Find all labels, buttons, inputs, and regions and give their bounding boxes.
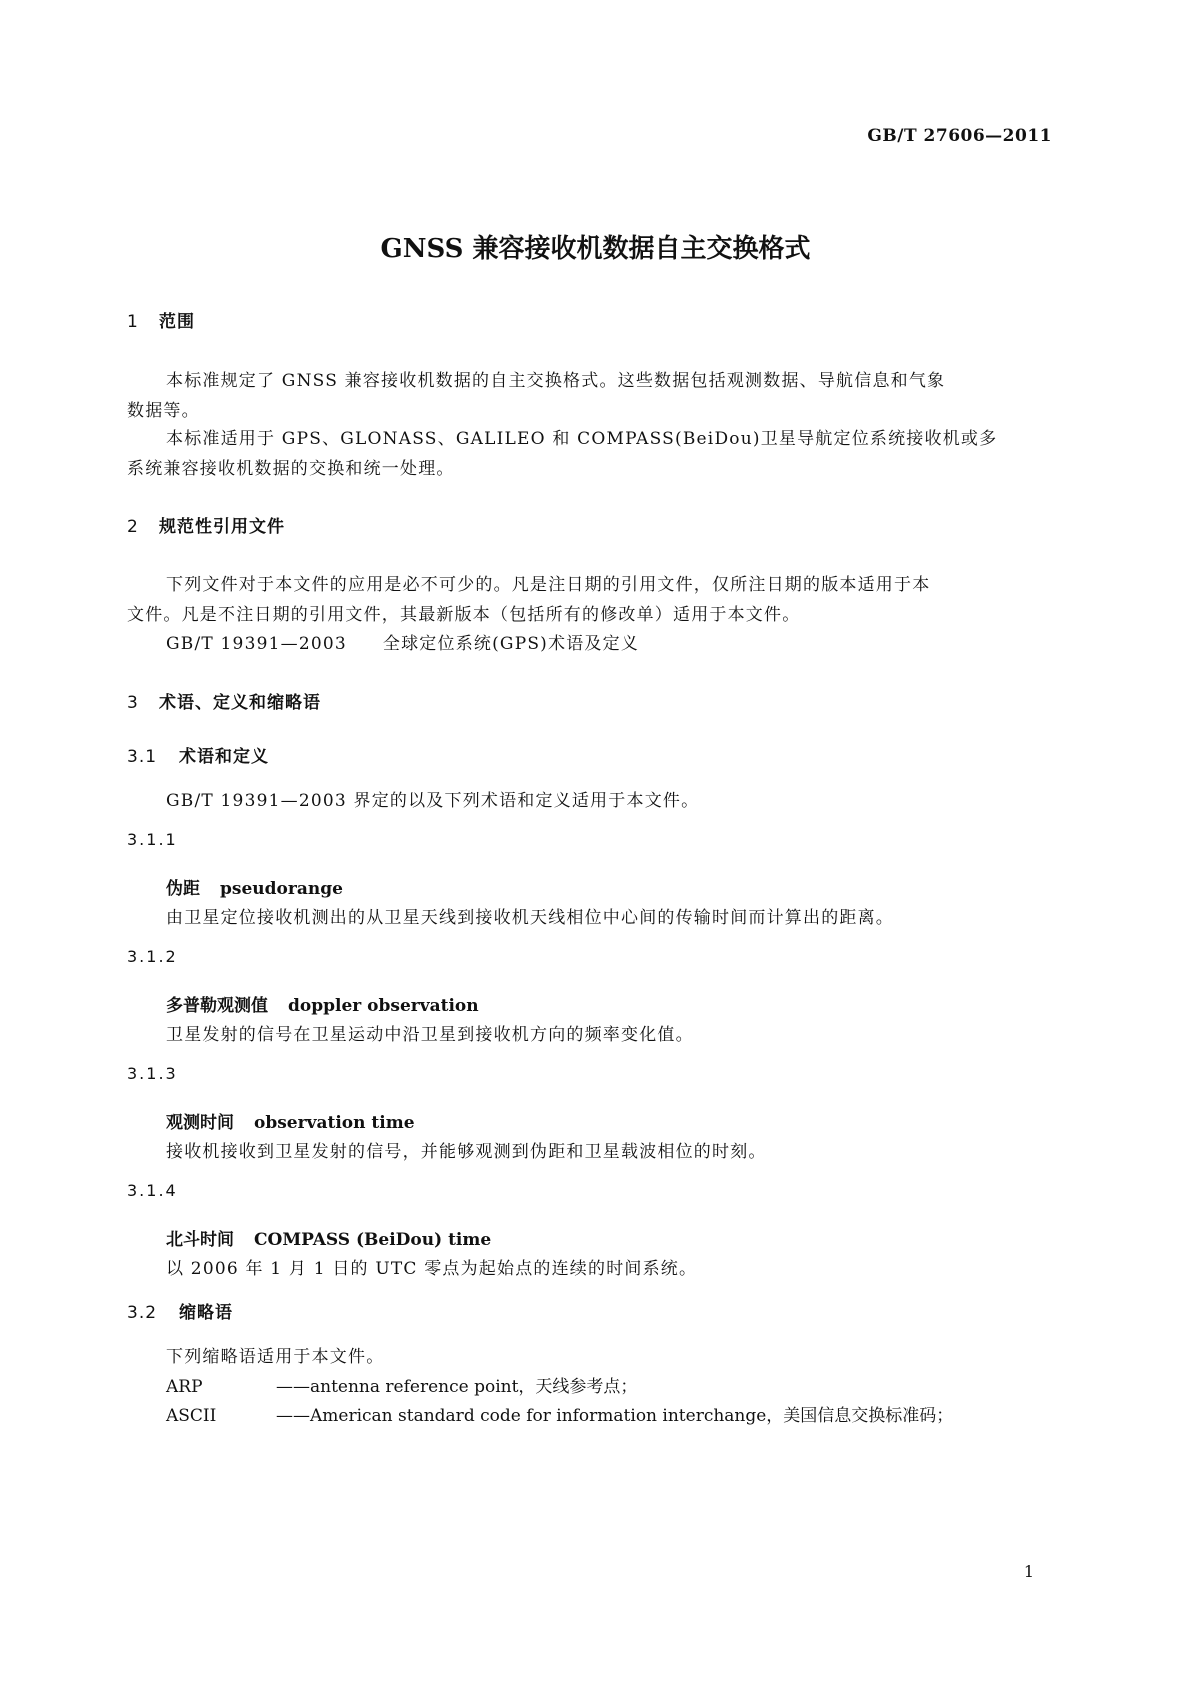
standard-code: GB/T 27606—2011 [867,126,1052,146]
term-definition: 卫星发射的信号在卫星运动中沿卫星到接收机方向的频率变化值。 [166,1025,694,1045]
section-number: 3.1 [127,747,158,767]
term-definition: 接收机接收到卫星发射的信号，并能够观测到伪距和卫星载波相位的时刻。 [166,1142,767,1162]
term-en: observation time [254,1113,415,1133]
abbreviation-code: ASCII [166,1406,217,1426]
section-title: 范围 [159,312,195,332]
page-number: 1 [1023,1562,1034,1581]
term-zh: 伪距 [166,879,200,899]
term-definition: 以 2006 年 1 月 1 日的 UTC 零点为起始点的连续的时间系统。 [166,1259,698,1279]
section-number: 3 [127,693,139,713]
paragraph-line: 本标准适用于 GPS、GLONASS、GALILEO 和 COMPASS(BeiDou)卫星导航定位系统接收机或多 [166,429,998,449]
term-zh: 观测时间 [166,1113,234,1133]
term-definition: 由卫星定位接收机测出的从卫星天线到接收机天线相位中心间的传输时间而计算出的距离。 [166,908,894,928]
term-heading [166,1225,491,1250]
clause-number: 3.1.4 [127,1181,178,1200]
section-title: 术语和定义 [179,747,269,767]
term-en: COMPASS (BeiDou) time [254,1230,492,1250]
paragraph-line: 本标准规定了 GNSS 兼容接收机数据的自主交换格式。这些数据包括观测数据、导航信息和气象 [166,371,946,391]
paragraph-line: 文件。凡是不注日期的引用文件，其最新版本（包括所有的修改单）适用于本文件。 [127,605,801,625]
reference-title: 全球定位系统(GPS)术语及定义 [382,634,640,654]
abbreviation-code: ARP [166,1377,203,1397]
clause-number: 3.1.2 [127,947,178,966]
clause-number: 3.1.3 [127,1064,178,1083]
term-heading [166,874,343,899]
normative-reference [166,629,639,654]
abbreviation-row [166,1401,953,1426]
section-3-heading [127,688,321,713]
section-number: 3.2 [127,1303,158,1323]
term-zh: 多普勒观测值 [166,996,268,1016]
abbreviation-description: ——American standard code for information interchange，美国信息交换标准码； [276,1406,954,1426]
section-1-heading [127,307,195,332]
paragraph-line: 数据等。 [127,401,200,421]
paragraph-line: GB/T 19391—2003 界定的以及下列术语和定义适用于本文件。 [166,791,700,811]
section-number: 2 [127,517,139,537]
section-title: 缩略语 [179,1303,233,1323]
section-title: 术语、定义和缩略语 [159,693,321,713]
term-heading [166,991,479,1016]
term-en: doppler observation [288,996,479,1016]
section-title: 规范性引用文件 [159,517,285,537]
abbreviation-row [166,1372,637,1397]
section-2-heading [127,512,285,537]
reference-code: GB/T 19391—2003 [166,634,347,654]
paragraph-line: 系统兼容接收机数据的交换和统一处理。 [127,459,455,479]
paragraph-line: 下列缩略语适用于本文件。 [166,1347,385,1367]
section-number: 1 [127,312,139,332]
subsection-3-1-heading [127,742,269,767]
subsection-3-2-heading [127,1298,233,1323]
term-heading [166,1108,415,1133]
paragraph-line: 下列文件对于本文件的应用是必不可少的。凡是注日期的引用文件，仅所注日期的版本适用于本 [166,575,931,595]
clause-number: 3.1.1 [127,830,178,849]
document-title: GNSS 兼容接收机数据自主交换格式 [380,234,811,264]
term-zh: 北斗时间 [166,1230,234,1250]
term-en: pseudorange [220,879,343,899]
abbreviation-description: ——antenna reference point，天线参考点； [276,1377,638,1397]
